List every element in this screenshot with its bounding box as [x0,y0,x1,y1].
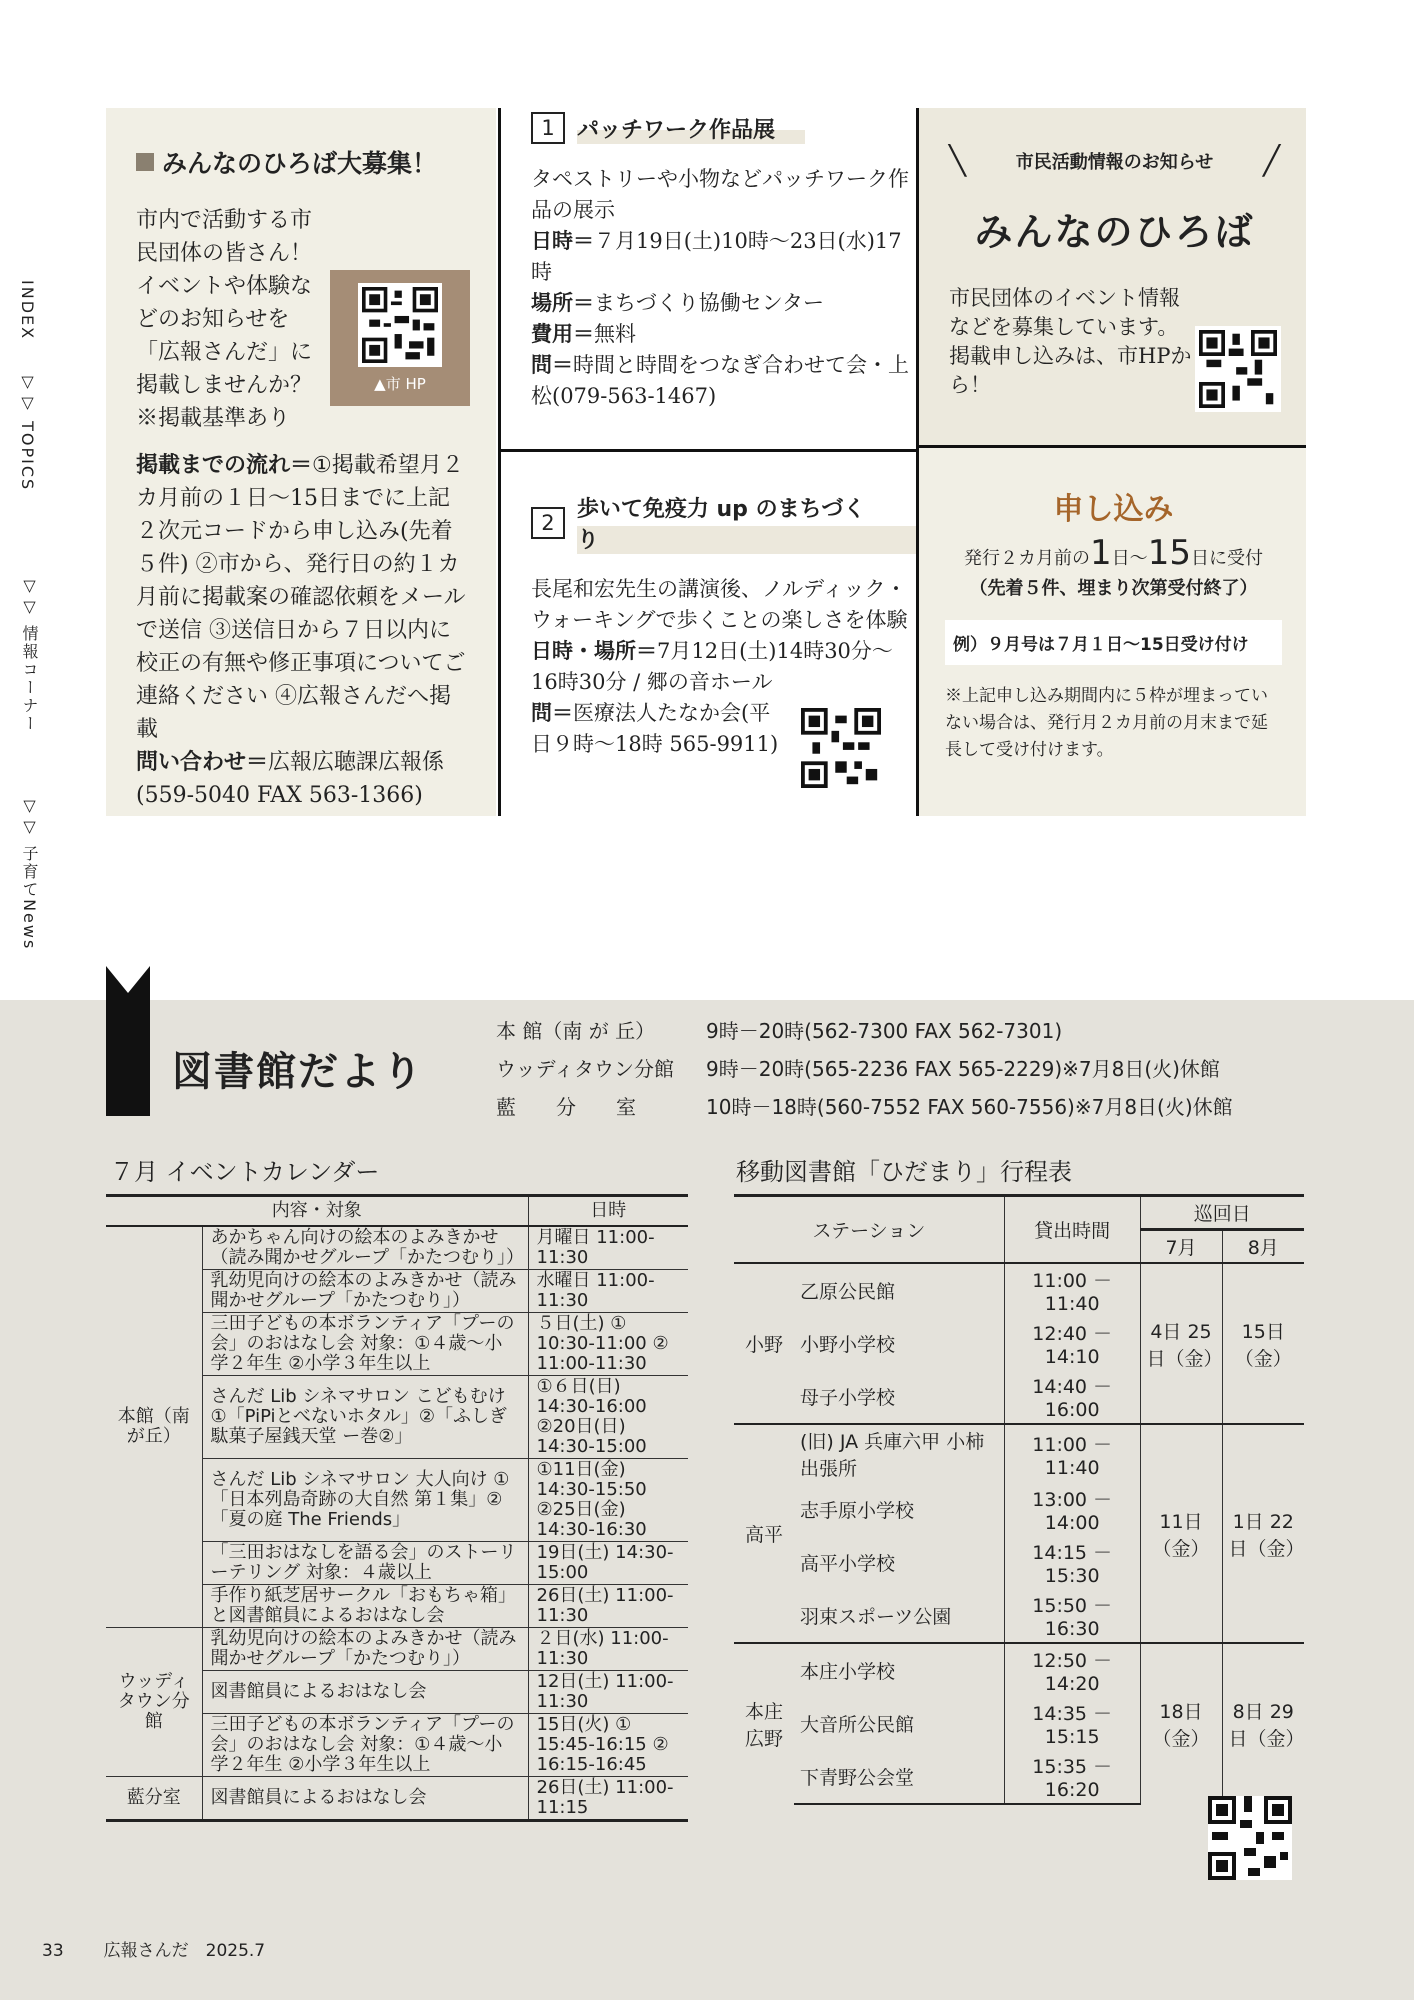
time-cell: 14:40 － 16:00 [1004,1370,1140,1424]
qr-code-icon[interactable] [801,708,881,788]
mobile-library-title: 移動図書館「ひだまり」行程表 [736,1158,1072,1186]
event-calendar-table [106,1194,688,1822]
datetime-cell: 水曜日 11:00-11:30 [528,1269,688,1312]
datetime-cell: 26日(土) 11:00-11:30 [528,1584,688,1627]
qr-label: ▲市 HP [374,374,426,393]
ask-label: 問＝ [531,353,573,377]
hiroba-section [106,108,1306,816]
station-cell: 小野小学校 [794,1317,1004,1370]
event-1 [501,112,916,452]
recruit-intro-wrap [136,204,332,435]
datetime-cell: 26日(土) 11:00-11:15 [528,1776,688,1820]
time-cell: 12:50 － 14:20 [1004,1643,1140,1697]
time-cell: 11:00 － 11:40 [1004,1263,1140,1317]
column-header: 貸出時間 [1004,1196,1140,1264]
slash-icon: ╱ [1263,144,1280,177]
library-section [0,1000,1414,2000]
table-row [106,1776,688,1820]
area-cell: 本庄 広野 [744,1701,783,1750]
content-cell: さんだ Lib シネマサロン 大人向け ①「日本列島奇跡の大自然 第１集」②「夏の庭 The Friends」 [202,1458,528,1541]
time-cell: 15:35 － 16:20 [1004,1750,1140,1804]
event-title: 歩いて免疫力 up のまちづくり [577,492,916,554]
recruit-box [106,108,496,816]
content-cell: 図書館員によるおはなし会 [202,1670,528,1713]
library-title: 図書館だより [172,1049,424,1095]
time-cell: 14:35 － 15:15 [1004,1697,1140,1750]
table-row [734,1263,1304,1317]
venue-cell: 藍分室 [106,1776,202,1820]
mobile-library-table [734,1194,1304,1805]
july-cell: 18日（金） [1140,1643,1222,1804]
content-cell: 三田子どもの本ボランティア「プーの会」のおはなし会 対象：①４歳～小学２年生 ②小学３年生以上 [202,1312,528,1375]
column-header: 内容・対象 [106,1196,528,1226]
recruit-flow [136,449,470,746]
recruit-heading-text: みんなのひろば大募集！ [162,149,438,178]
flow-label: 掲載までの流れ＝ [136,453,313,478]
area-cell: 高平 [734,1424,794,1643]
branch-name: 本 館（南 が 丘） [496,1019,656,1043]
event-number: 2 [531,507,565,539]
branch-name: 藍 分 室 [496,1095,636,1119]
branch-hours: 9時－20時(565-2236 FAX 565-2229)※7月8日(火)休館 [706,1057,1220,1081]
time-cell: 14:15 － 15:30 [1004,1536,1140,1589]
apply-text: 日に受付 [1190,548,1263,569]
side-index-item[interactable]: ▽▽ 子育てNews [20,796,39,951]
station-cell: 乙原公民館 [794,1263,1004,1317]
station-cell: 母子小学校 [794,1370,1004,1424]
qr-code-icon [358,283,442,367]
notice-column [916,108,1306,816]
side-index-item[interactable]: ▽▽ TOPICS [18,372,37,492]
event-1-body [531,164,916,412]
qr-code-icon[interactable] [1208,1796,1292,1880]
datetime-cell: ①11日(金) 14:30-15:50 ②25日(金) 14:30-16:30 [528,1458,688,1541]
event-date: 7月12日(土)14時30分～16時30分 / 郷の音ホール [531,639,893,694]
venue-cell: 本館（南が丘） [106,1226,202,1628]
content-cell: 三田子どもの本ボランティア「プーの会」のおはなし会 対象：①４歳～小学２年生 ②小学３年生以上 [202,1713,528,1776]
august-cell: 1日 22日（金） [1222,1424,1304,1643]
apply-day-end: 15 [1147,533,1191,573]
recruit-heading [136,144,470,180]
apply-note: ※上記申し込み期間内に５枠が埋まっていない場合は、発行月２カ月前の月末まで延長して受け付けます。 [945,686,1268,760]
datetime-cell: 月曜日 11:00-11:30 [528,1226,688,1270]
place-label: 場所＝ [531,291,594,315]
apply-title: 申し込み [1053,492,1174,527]
content-cell: 手作り紙芝居サークル「おもちゃ箱」と図書館員によるおはなし会 [202,1584,528,1627]
datetime-cell: 12日(土) 11:00-11:30 [528,1670,688,1713]
event-title: パッチワーク作品展 [577,113,805,144]
date-label: 日時・場所＝ [531,639,657,663]
apply-box [919,448,1306,816]
notice-title: みんなのひろば [974,210,1255,254]
event-contact: 医療法人たなか会(平日９時～18時 565-9911) [531,701,779,756]
column-header: 7月 [1140,1230,1222,1264]
apply-period [945,533,1282,574]
column-header: ステーション [734,1196,1004,1264]
table-row [106,1627,688,1670]
bookmark-icon [106,966,150,1116]
time-cell: 13:00 － 14:00 [1004,1483,1140,1536]
side-index-item[interactable]: ▽▽ 情報コーナー [20,576,39,734]
ask-label: 問＝ [531,701,573,725]
qr-code-icon[interactable] [1195,326,1281,412]
column-header: 巡回日 [1140,1196,1304,1230]
branch-hours: 9時－20時(562-7300 FAX 562-7301) [706,1019,1063,1043]
content-cell: あかちゃん向けの絵本のよみきかせ（読み聞かせグループ「かたつむり」） [202,1226,528,1270]
apply-day-start: 1 [1090,533,1112,573]
station-cell: 志手原小学校 [794,1483,1004,1536]
notice-text: 市民団体のイベント情報などを募集しています。掲載申し込みは、市HPから！ [949,286,1192,397]
station-cell: 本庄小学校 [794,1643,1004,1697]
notice-box [919,108,1306,448]
event-place: まちづくり協働センター [594,291,824,315]
content-cell: 乳幼児向けの絵本のよみきかせ（読み聞かせグループ「かたつむり」） [202,1269,528,1312]
table-row [734,1424,1304,1483]
datetime-cell: ２日(水) 11:00-11:30 [528,1627,688,1670]
station-cell: 大音所公民館 [794,1697,1004,1750]
time-cell: 12:40 － 14:10 [1004,1317,1140,1370]
apply-text: 発行２カ月前の [964,548,1091,569]
events-column [498,108,916,816]
slash-icon: ╲ [949,144,966,177]
city-hp-qr[interactable] [330,270,470,406]
july-cell: 4日 25日（金） [1140,1263,1222,1424]
station-cell: 下青野公会堂 [794,1750,1004,1804]
event-fee: 無料 [594,322,636,346]
table-row [106,1226,688,1270]
apply-text: 日～ [1111,548,1148,569]
contact-label: 問い合わせ＝ [136,750,269,775]
publication-info: 広報さんだ 2025.7 [103,1941,266,1961]
side-index-item[interactable]: INDEX [18,280,37,341]
library-hours [496,1012,1233,1126]
branch-name: ウッディタウン分館 [496,1057,674,1081]
event-date: ７月19日(土)10時～23日(水)17時 [531,229,902,284]
recruit-intro: 市内で活動する市民団体の皆さん！イベントや体験などのお知らせを「広報さんだ」に掲載しませんか？※掲載基準あり [136,208,313,431]
date-label: 日時＝ [531,229,594,253]
recruit-contact [136,746,470,812]
time-cell: 15:50 － 16:30 [1004,1589,1140,1643]
flow-text: ①掲載希望月２カ月前の１日～15日までに上記２次元コードから申し込み(先着５件) ②市から、発行日の約１カ月前に掲載案の確認依頼をメールで送信 ③送信日から７日以内に校正の有無や修正事項についてご連絡ください ④広報さんだへ掲載 [136,453,466,742]
square-bullet-icon [136,153,154,171]
calendar-title: ７月 イベントカレンダー [110,1158,380,1186]
notice-kicker: 市民活動情報のお知らせ [1015,151,1214,173]
datetime-cell: 15日(火) ① 15:45-16:15 ② 16:15-16:45 [528,1713,688,1776]
datetime-cell: ５日(土) ① 10:30-11:00 ② 11:00-11:30 [528,1312,688,1375]
station-cell: 羽束スポーツ公園 [794,1589,1004,1643]
column-header: 8月 [1222,1230,1304,1264]
content-cell: さんだ Lib シネマサロン こどもむけ ①「PiPiとべないホタル」②「ふしぎ駄菓子屋銭天堂 ー巻②」 [202,1375,528,1458]
content-cell: 「三田おはなしを語る会」のストーリーテリング 対象：４歳以上 [202,1541,528,1584]
event-number: 1 [531,112,565,144]
contact-text: 広報広聴課広報係(559-5040 FAX 563-1366) [136,750,445,808]
time-cell: 11:00 － 11:40 [1004,1424,1140,1483]
apply-example: 例）９月号は７月１日～15日受け付け [945,620,1282,665]
datetime-cell: ①６日(日) 14:30-16:00 ②20日(日) 14:30-15:00 [528,1375,688,1458]
content-cell: 図書館員によるおはなし会 [202,1776,528,1820]
column-header: 日時 [528,1196,688,1226]
branch-hours: 10時－18時(560-7552 FAX 560-7556)※7月8日(火)休館 [706,1095,1233,1119]
table-row [734,1643,1304,1697]
station-cell: 高平小学校 [794,1536,1004,1589]
july-cell: 11日（金） [1140,1424,1222,1643]
event-desc: タペストリーや小物などパッチワーク作品の展示 [531,167,909,222]
station-cell: (旧) JA 兵庫六甲 小柿出張所 [794,1424,1004,1483]
event-desc: 長尾和宏先生の講演後、ノルディック・ウォーキングで歩くことの楽しさを体験 [531,577,908,632]
event-2 [501,452,916,790]
area-cell: 小野 [734,1263,794,1424]
datetime-cell: 19日(土) 14:30-15:00 [528,1541,688,1584]
page-number: 33 [42,1941,64,1961]
august-cell: 8日 29日（金） [1228,1701,1305,1750]
august-cell: 15日（金） [1222,1263,1304,1424]
apply-limit: （先着５件、埋まり次第受付終了） [969,578,1258,599]
page-footer [42,1936,305,1961]
venue-cell: ウッディタウン分館 [106,1627,202,1776]
event-contact: 時間と時間をつなぎ合わせて会・上松(079-563-1467) [531,353,909,408]
fee-label: 費用＝ [531,322,594,346]
content-cell: 乳幼児向けの絵本のよみきかせ（読み聞かせグループ「かたつむり」） [202,1627,528,1670]
